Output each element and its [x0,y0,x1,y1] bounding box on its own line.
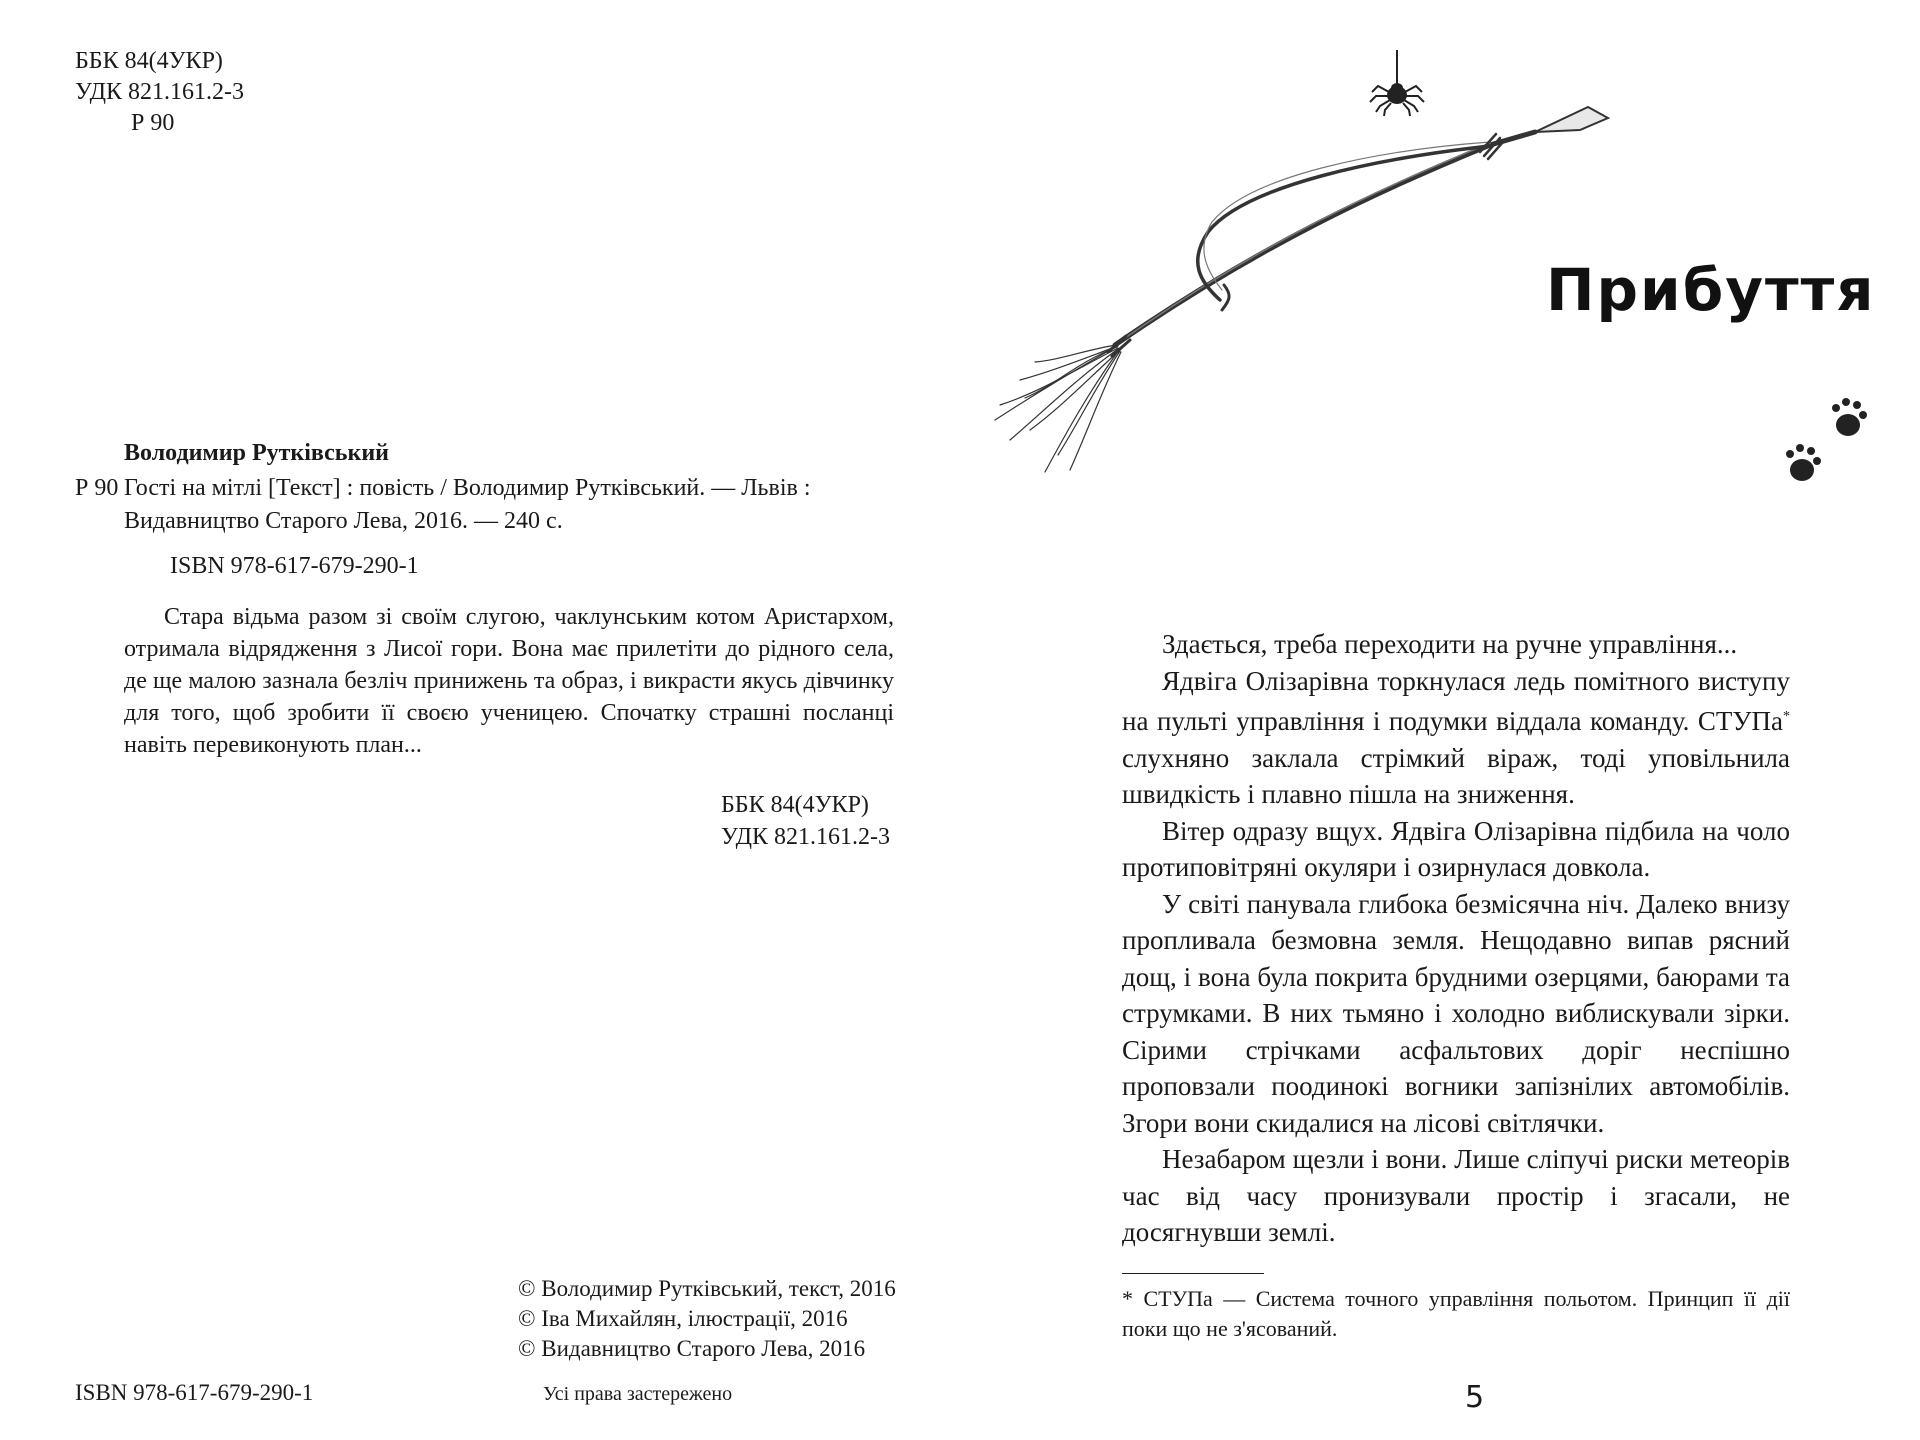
spider-icon [1370,50,1424,116]
author-mark: Р 90 [131,110,175,136]
isbn-bottom: ISBN 978-617-679-290-1 [75,1380,314,1405]
footnote-divider [1122,1273,1264,1274]
paw-prints-icon [1786,398,1867,481]
copyright-block [518,1274,896,1364]
page-number: 5 [1465,1380,1485,1415]
paragraph: Вітер одразу вщух. Ядвіга Олізарівна підбила на чоло протиповітряні окуляри і озирнулася довкола. [1122,815,1790,882]
paragraph: У світі панувала глибока безмісячна ніч. Далеко внизу пропливала безмовна земля. Нещодавно випав рясний дощ, і вона була покрита брудними озерцями, баюрами та струмками. В них тьмяно і холодно виблискували зірки. Сірими стрічками асфальтових доріг неспішно проповзали поодинокі вогники запізнілих автомобілів. Згори вони скидалися на лісові світлячки. [1122,888,1790,1138]
paragraph-text-cont: слухняно заклала стрімкий віраж, тоді уповільнила швидкість і плавно пішла на зниження. [1122,742,1790,809]
copyright-illustrations: © Іва Михайлян, ілюстрації, 2016 [518,1306,848,1331]
udk-line: УДК 821.161.2-3 [75,79,244,105]
author-name: Володимир Рутківський [124,440,389,466]
rights-reserved: Усі права застережено [543,1383,733,1405]
paragraph [1122,663,1790,813]
footnote: * СТУПа — Система точного управління польотом. Принцип її дії поки що не з'ясований. [1122,1286,1790,1341]
bibliographic-record [75,472,895,538]
copyright-publisher: © Видавництво Старого Лева, 2016 [518,1336,866,1361]
chapter-body [1122,626,1790,1251]
annotation-text: Стара відьма разом зі своїм слугою, чаклунським котом Аристархом, отримала відрядження з Лисої гори. Вона має прилетіти до рідного села, де ще малою зазнала безліч принижень та образ, і викрасти якусь дівчинку для того, щоб зробити її своєю ученицею. Спочатку страшні посланці навіть перевиконують план... [124,604,894,758]
paragraph: Здається, треба переходити на ручне управління... [1162,629,1738,659]
copyright-text: © Володимир Рутківський, текст, 2016 [518,1276,896,1301]
bbk-index-bottom [721,789,890,853]
footnote-marker: * [1783,709,1790,724]
udk-line-bottom: УДК 821.161.2-3 [721,824,890,850]
bbk-line-bottom: ББК 84(4УКР) [721,792,869,818]
paragraph: Незабаром щезли і вони. Лише сліпучі риски метеорів час від часу пронизували простір і згасали, не досягнувши землі. [1122,1144,1790,1247]
bibliographic-text: Гості на мітлі [Текст] : повість / Володимир Рутківський. — Львів : Видавництво Старого Лева, 2016. — 240 с. [124,475,811,534]
annotation [124,601,894,761]
right-page [960,0,1920,1440]
isbn: ISBN 978-617-679-290-1 [170,553,419,579]
chapter-title: Прибуття [1546,256,1876,324]
broom-icon [995,107,1608,472]
author-code: Р 90 [75,475,119,501]
paragraph-text: Ядвіга Олізарівна торкнулася ледь помітного виступу на пульті управління і подумки віддала команду. СТУПа [1122,665,1790,736]
bbk-index-top [75,46,244,139]
bbk-line: ББК 84(4УКР) [75,48,223,74]
